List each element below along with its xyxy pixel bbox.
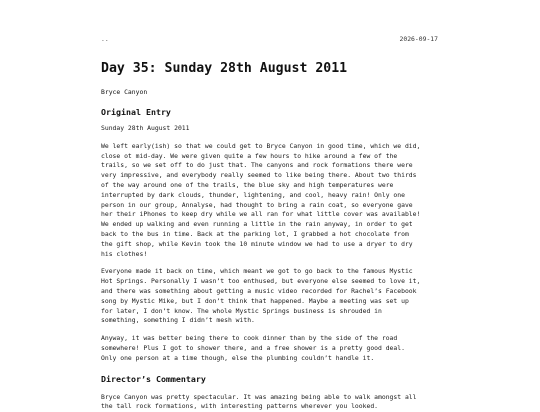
directors-commentary-heading: Director’s Commentary [101, 373, 206, 384]
article [101, 60, 439, 412]
commentary-paragraph: Bryce Canyon was pretty spectacular. It was amazing being able to walk amongst all the tall rock formations, with interesting patterns wherever you looked. [101, 392, 417, 411]
original-entry-heading: Original Entry [101, 107, 171, 117]
page-title: Day 35: Sunday 28th August 2011 [101, 61, 348, 76]
entry-paragraph: We left early(ish) so that we could get to Bryce Canyon in good time, which we did, close ot mid-day. We were given quite a few hours to hike around a few of the trails, so we set off to do just that. The canyons and rock formations there were very impressive, and everybody really seemed to like being there. About two thirds of the way around one of the trails, the blue sky and high temperatures were interrupted by dark clouds, thunder, lightening, and cool, heavy rain! Only one person in our group, Annalyse, had thought to bring a rain coat, so everyone gave her their iPhones to keep dry while we all ran for what little cover was available! We ended up walking and even running a little in the rain anyway, in order to get back to the bus in time. Back at the parking lot, I grabbed a hot chocolate from the gift shop, while Kevin took the 10 minute window we had to use a dryer to dry his clothes! [101, 141, 421, 258]
location-label: Bryce Canyon [101, 88, 148, 96]
parent-directory-link[interactable]: .. [101, 35, 109, 43]
published-date: 2026-09-17 [399, 35, 438, 43]
entry-paragraph: Everyone made it back on time, which meant we got to go back to the famous Mystic Hot Springs. Personally I wasn’t too enthused, but everyone else seemed to love it, and there was something about getting a music video recorded for Rachel’s Facebook song by Mystic Mike, but I don’t think that happened. Maybe a meeting was set up for later, I don’t know. The whole Mystic Springs business is shrouded in something, something I didn’t mesh with. [101, 267, 421, 325]
entry-date: Sunday 28th August 2011 [101, 124, 190, 132]
top-bar [101, 34, 438, 44]
entry-paragraph: Anyway, it was better being there to cook dinner than by the side of the road somewhere! Plus I got to shower there, and a free shower is a pretty good deal. Only one person at a time though, else the plumbing couldn’t handle it. [101, 334, 405, 362]
